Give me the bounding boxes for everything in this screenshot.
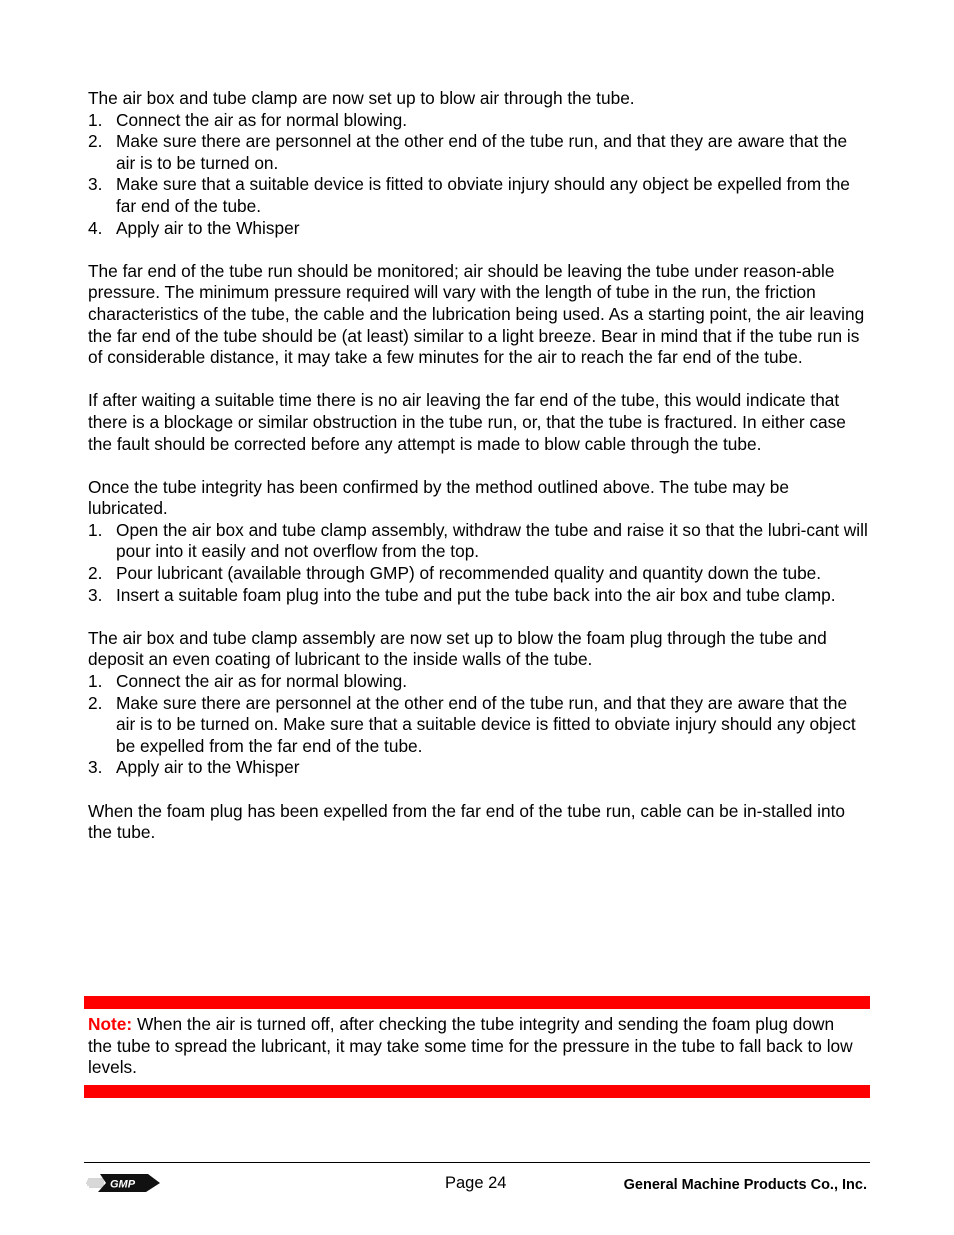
list-text: Apply air to the Whisper [116,217,300,238]
list-text: Apply air to the Whisper [116,757,300,778]
note-top-bar [84,996,870,1009]
list-item [88,520,870,563]
list-item [88,174,870,217]
section3-steps [88,671,870,779]
paragraph-final: When the foam plug has been expelled from the far end of the tube run, cable can be in-stalled into the tube. [88,800,846,843]
note-box [88,1014,858,1079]
list-text: Connect the air as for normal blowing. [116,109,408,130]
list-number: 4. [88,217,103,238]
list-text: Make sure that a suitable device is fitted to obviate injury should any object be expelled from the far end of the tube. [116,174,850,216]
list-number: 2. [88,692,103,713]
list-number: 3. [88,757,103,778]
list-item [88,693,870,758]
list-number: 3. [88,584,103,605]
list-number: 3. [88,174,103,195]
section3-intro: The air box and tube clamp assembly are now set up to blow the foam plug through the tube and deposit an even coating of lubricant to the inside walls of the tube. [88,627,827,670]
section2-intro: Once the tube integrity has been confirmed by the method outlined above. The tube may be lubricated. [88,476,789,519]
list-text: Open the air box and tube clamp assembly, withdraw the tube and raise it so that the lubri-cant will pour into it easily and not overflow from the top. [116,519,868,562]
list-text: Connect the air as for normal blowing. [116,671,408,692]
list-item [88,757,870,779]
logo-text: GMP [110,1178,136,1191]
list-number: 1. [88,671,103,692]
list-item [88,585,870,607]
list-number: 1. [88,519,103,540]
footer-divider [84,1162,870,1163]
section1-steps [88,110,870,240]
paragraph-monitor: The far end of the tube run should be monitored; air should be leaving the tube under reason-able pressure. The minimum pressure required will vary with the length of tube in the run, the friction characteristics of the tube, the cable and the lubrication being used. As a starting point, the air leaving the far end of the tube should be (at least) similar to a light breeze. Bear in mind that if the tube run is of considerable distance, it may take a few minutes for the air to reach the far end of the tube. [88,260,865,368]
list-number: 2. [88,131,103,152]
page-number: Page 24 [445,1174,507,1192]
list-item [88,218,870,240]
list-text: Make sure there are personnel at the other end of the tube run, and that they are aware that the air is to be turned on. [116,131,848,173]
section2-steps [88,520,870,606]
list-item [88,131,870,174]
list-text: Pour lubricant (available through GMP) of recommended quality and quantity down the tube. [116,563,822,584]
list-item [88,563,870,585]
list-text: Make sure there are personnel at the other end of the tube run, and that they are aware that the air is to be turned on. Make sure that a suitable device is fitted to obviate injury should any object be expelled from the far end of the tube. [116,692,856,756]
section1-intro: The air box and tube clamp are now set up to blow air through the tube. [88,88,635,108]
note-label: Note: [88,1014,133,1034]
note-bottom-bar [84,1085,870,1098]
list-number: 2. [88,563,103,584]
list-item [88,110,870,132]
list-number: 1. [88,109,103,130]
paragraph-blockage: If after waiting a suitable time there is no air leaving the far end of the tube, this would indicate that there is a blockage or similar obstruction in the tube run, or, that the tube is fractured. In either case the fault should be corrected before any attempt is made to blow cable through the tube. [88,390,846,454]
document-body [88,88,870,844]
gmp-logo-icon [86,1170,162,1194]
list-item [88,671,870,693]
note-text: When the air is turned off, after checking the tube integrity and sending the foam plug down the tube to spread the lubricant, it may take some time for the pressure in the tube to fall back to low levels. [88,1014,853,1078]
list-text: Insert a suitable foam plug into the tube and put the tube back into the air box and tube clamp. [116,584,836,605]
company-name: General Machine Products Co., Inc. [623,1177,867,1193]
